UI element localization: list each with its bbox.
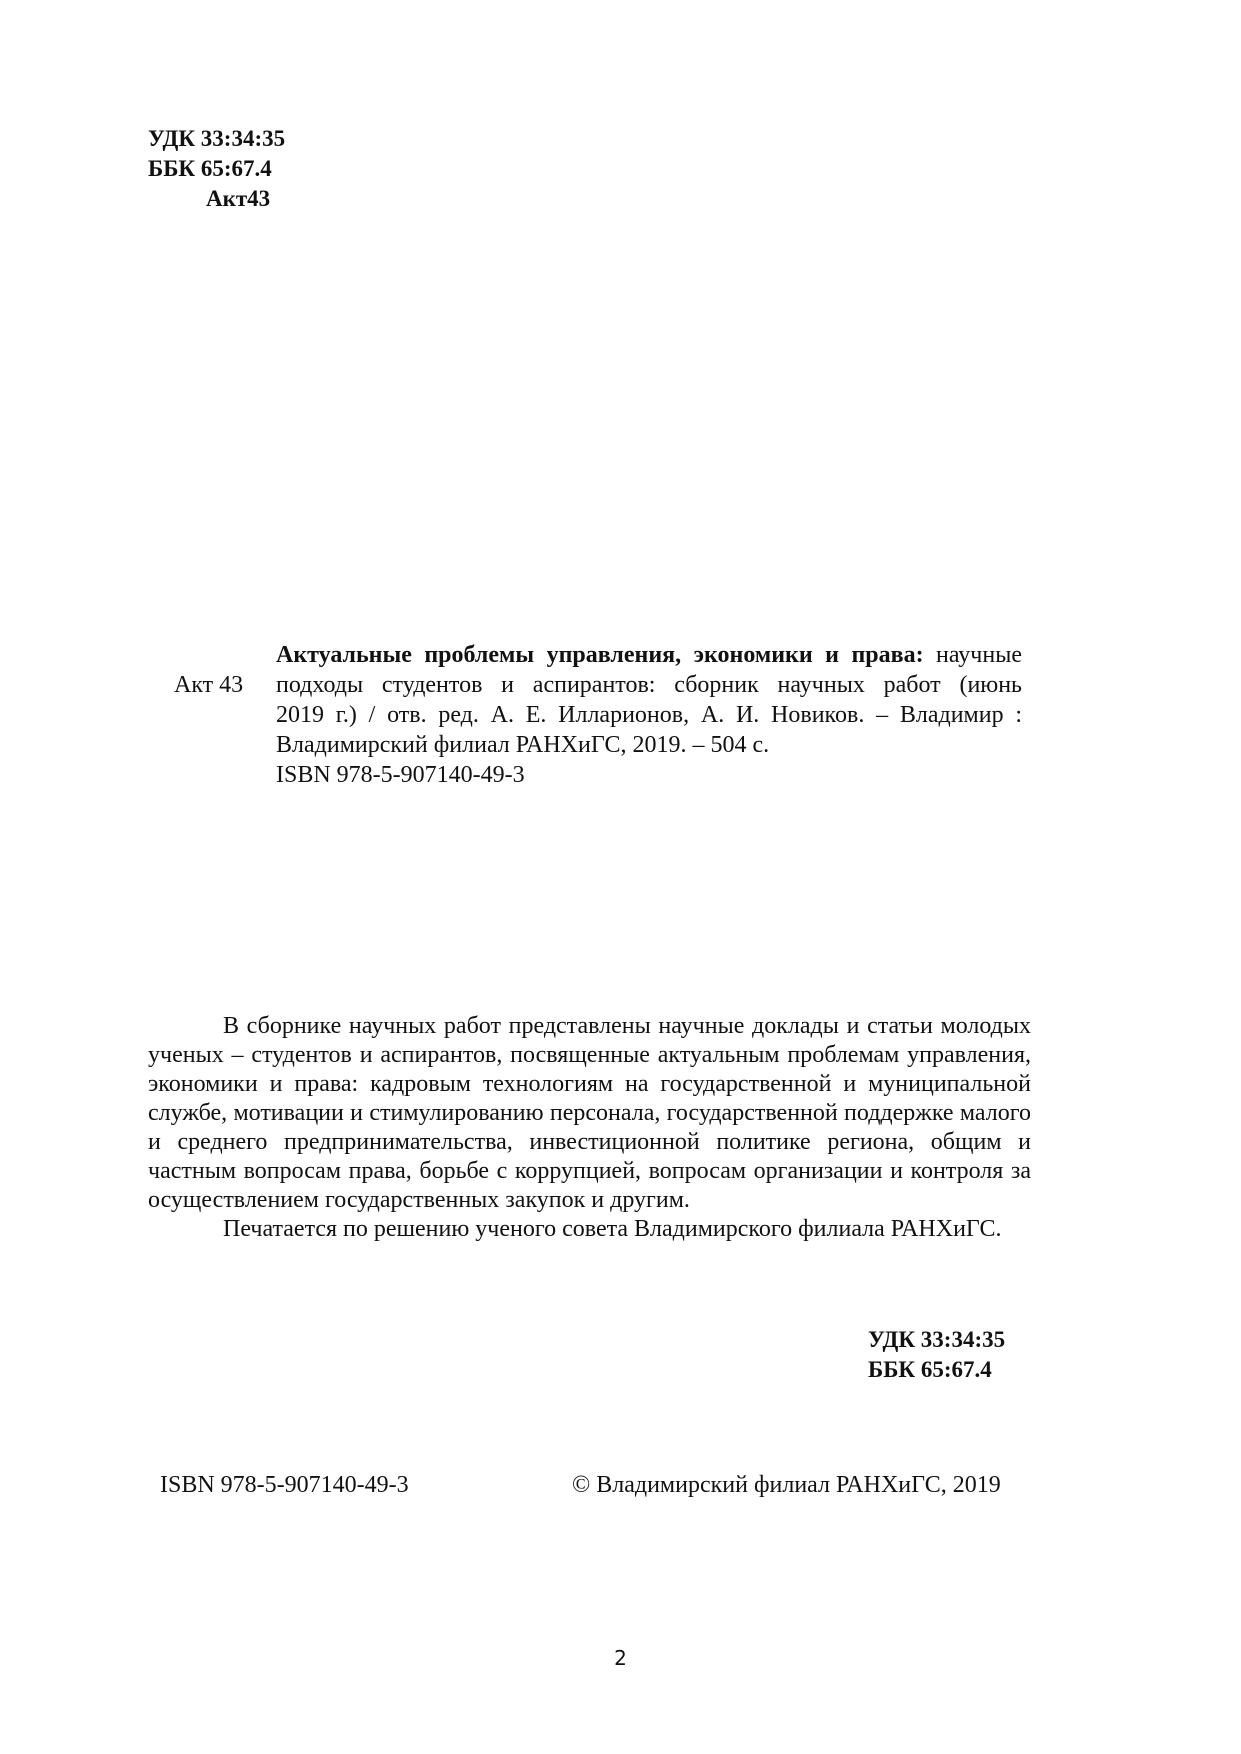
biblio-isbn: ISBN 978-5-907140-49-3 bbox=[276, 762, 525, 788]
author-mark: Акт43 bbox=[206, 186, 271, 211]
book-title: Актуальные проблемы управления, экономики и права: bbox=[276, 642, 924, 668]
book-title-rest: научные bbox=[923, 642, 1022, 668]
biblio-line-2: подходы студентов и аспирантов: сборник научных работ (июнь bbox=[276, 672, 1022, 698]
biblio-author-mark: Акт 43 bbox=[174, 672, 244, 698]
bottom-classification-block bbox=[868, 1325, 1005, 1385]
annotation-paragraph: В сборнике научных работ представлены научные доклады и статьи молодых ученых – студентов и аспирантов, посвященные актуальным проблемам управления, экономики и права: кадровым технологиям на государственной и муниципальной службе, мотивации и стимулированию персонала, государственной поддержке малого и среднего предпринимательства, инвестиционной политике региона, общим и частным вопросам права, борьбе с коррупцией, вопросам организации и контроля за осуществлением государственных закупок и другим. bbox=[148, 1013, 1031, 1213]
biblio-line-4: Владимирский филиал РАНХиГС, 2019. – 504 с. bbox=[276, 732, 770, 758]
footer-isbn: ISBN 978-5-907140-49-3 bbox=[160, 1472, 409, 1498]
biblio-line-1 bbox=[276, 640, 1022, 670]
annotation bbox=[148, 1012, 1031, 1244]
bbk-code-bottom: ББК 65:67.4 bbox=[868, 1357, 992, 1382]
page-number: 2 bbox=[614, 1646, 627, 1670]
bibliographic-record bbox=[276, 640, 1022, 790]
top-classification-block bbox=[148, 124, 285, 214]
biblio-line-3: 2019 г.) / отв. ред. А. Е. Илларионов, А. И. Новиков. – Владимир : bbox=[276, 702, 1022, 728]
udk-code-bottom: УДК 33:34:35 bbox=[868, 1327, 1006, 1352]
publication-note: Печатается по решению ученого совета Владимирского филиала РАНХиГС. bbox=[223, 1216, 1002, 1242]
bbk-code: ББК 65:67.4 bbox=[148, 156, 272, 181]
copyright-notice: © Владимирский филиал РАНХиГС, 2019 bbox=[572, 1472, 1001, 1498]
udk-code: УДК 33:34:35 bbox=[148, 126, 286, 151]
